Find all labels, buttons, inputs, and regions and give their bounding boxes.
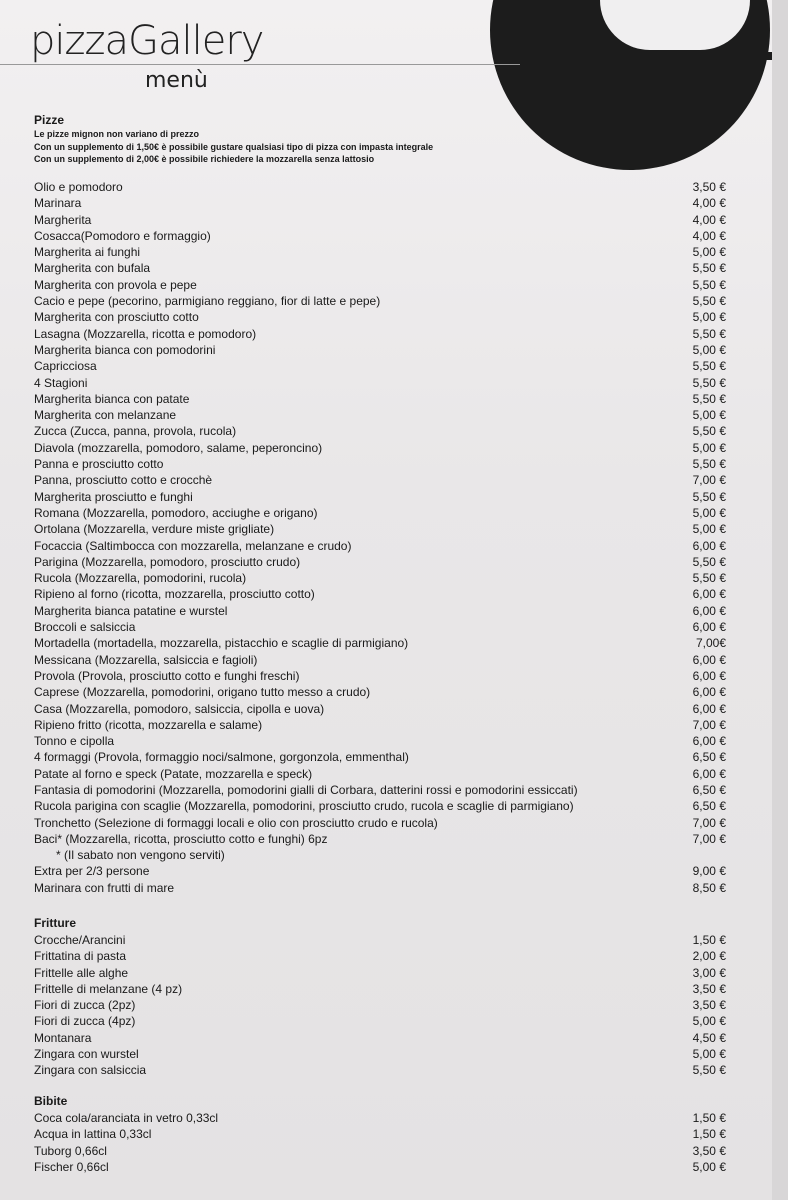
menu-item-name: Tuborg 0,66cl: [34, 1143, 107, 1158]
pizze-notes: [34, 128, 433, 166]
menu-item: [34, 782, 726, 798]
menu-item-name: Broccoli e salsiccia: [34, 620, 136, 635]
menu-item-name: Montanara: [34, 1030, 92, 1045]
menu-item-name: Margherita: [34, 212, 92, 227]
menu-item-name: Frittatina di pasta: [34, 949, 127, 964]
menu-item: [34, 1143, 726, 1159]
menu-item-name: Frittelle alle alghe: [34, 965, 129, 980]
menu-item-name: Acqua in lattina 0,33cl: [34, 1127, 152, 1142]
menu-item-name: Lasagna (Mozzarella, ricotta e pomodoro): [34, 326, 257, 341]
menu-item-price: 5,00 €: [692, 408, 726, 423]
menu-item-price: 7,00 €: [692, 717, 726, 732]
menu-item-name: Cosacca(Pomodoro e formaggio): [34, 228, 211, 243]
menu-item: [34, 815, 726, 831]
menu-item-price: 5,50 €: [692, 489, 726, 504]
menu-item-name: Ripieno fritto (ricotta, mozzarella e salame): [34, 717, 263, 732]
menu-item-price: 6,00 €: [692, 766, 726, 781]
menu-item: [34, 981, 726, 997]
bibite-list: [34, 1110, 726, 1175]
menu-item-price: 4,00 €: [692, 212, 726, 227]
menu-item: [34, 472, 726, 488]
menu-item: [34, 375, 726, 391]
menu-item: [34, 766, 726, 782]
menu-item-name: Panna e prosciutto cotto: [34, 457, 164, 472]
menu-item-name: Baci* (Mozzarella, ricotta, prosciutto cotto e funghi) 6pz: [34, 831, 328, 846]
menu-item: [34, 228, 726, 244]
menu-item: [34, 1110, 726, 1126]
pizze-note: Con un supplemento di 2,00€ è possibile richiedere la mozzarella senza lattosio: [34, 154, 375, 164]
menu-item-price: 3,50 €: [692, 981, 726, 996]
menu-item: [34, 342, 726, 358]
menu-item-price: 5,00 €: [692, 1014, 726, 1029]
menu-item: [34, 212, 726, 228]
menu-item-price: 5,00 €: [692, 1159, 726, 1174]
menu-item-price: 5,50 €: [692, 277, 726, 292]
menu-item-price: 6,00 €: [692, 734, 726, 749]
section-title-bibite: Bibite: [34, 1094, 68, 1108]
menu-item-name: Fischer 0,66cl: [34, 1159, 109, 1174]
menu-item-name: Messicana (Mozzarella, salsiccia e fagioli): [34, 652, 258, 667]
menu-item-price: 5,50 €: [692, 294, 726, 309]
menu-item: [34, 863, 726, 879]
menu-item: [34, 570, 726, 586]
menu-item: [34, 948, 726, 964]
menu-item: [34, 358, 726, 374]
menu-item-price: 4,00 €: [692, 228, 726, 243]
menu-item-price: 5,00 €: [692, 245, 726, 260]
menu-item: [34, 798, 726, 814]
menu-item-name: Parigina (Mozzarella, pomodoro, prosciutto crudo): [34, 554, 301, 569]
menu-item-price: 5,50 €: [692, 326, 726, 341]
menu-item-price: 5,50 €: [692, 359, 726, 374]
menu-item-price: 2,00 €: [692, 949, 726, 964]
menu-item-name: Margherita bianca patatine e wurstel: [34, 603, 228, 618]
menu-item-name: 4 Stagioni: [34, 375, 88, 390]
menu-item-price: 6,00 €: [692, 668, 726, 683]
menu-item-name: Caprese (Mozzarella, pomodorini, origano tutto messo a crudo): [34, 685, 371, 700]
menu-item-price: 7,00€: [695, 636, 726, 651]
menu-item-price: 5,50 €: [692, 375, 726, 390]
menu-item-price: 6,00 €: [692, 538, 726, 553]
menu-item: [34, 391, 726, 407]
menu-item-price: 3,50 €: [692, 998, 726, 1013]
menu-item: [34, 603, 726, 619]
menu-item: [34, 880, 726, 896]
menu-item-price: 5,00 €: [692, 440, 726, 455]
menu-item-name: Ortolana (Mozzarella, verdure miste grigliate): [34, 522, 275, 537]
menu-item: [34, 456, 726, 472]
menu-item-price: 5,00 €: [692, 1047, 726, 1062]
menu-item-price: 5,00 €: [692, 342, 726, 357]
menu-item-name: Fiori di zucca (2pz): [34, 998, 136, 1013]
menu-item-name: Tonno e cipolla: [34, 734, 115, 749]
pizze-note: Le pizze mignon non variano di prezzo: [34, 129, 200, 139]
logo-mark-bar: [575, 52, 775, 60]
menu-item: [34, 668, 726, 684]
menu-item-price: 5,50 €: [692, 554, 726, 569]
menu-item-price: 6,00 €: [692, 652, 726, 667]
menu-item: [34, 489, 726, 505]
menu-item-name: Olio e pomodoro: [34, 180, 123, 194]
menu-item-price: 5,50 €: [692, 424, 726, 439]
menu-item-name: Margherita con melanzane: [34, 408, 177, 423]
menu-item-name: Mortadella (mortadella, mozzarella, pistacchio e scaglie di parmigiano): [34, 636, 409, 651]
menu-item: [34, 717, 726, 733]
menu-item-name: Margherita prosciutto e funghi: [34, 489, 193, 504]
menu-item-name: Margherita bianca con patate: [34, 391, 190, 406]
menu-item-name: Rucola parigina con scaglie (Mozzarella, pomodorini, prosciutto crudo, rucola e scaglie di parmigiano): [34, 799, 574, 814]
menu-item: [34, 1013, 726, 1029]
menu-item-price: 6,00 €: [692, 620, 726, 635]
menu-item-name: Margherita ai funghi: [34, 245, 141, 260]
menu-item: [34, 1030, 726, 1046]
menu-item: [34, 749, 726, 765]
menu-item-price: 4,50 €: [692, 1030, 726, 1045]
menu-item-name: Patate al forno e speck (Patate, mozzarella e speck): [34, 766, 313, 781]
menu-item: [34, 326, 726, 342]
fritture-list: [34, 932, 726, 1079]
menu-item-name: Frittelle di melanzane (4 pz): [34, 981, 183, 996]
menu-item-name: Capricciosa: [34, 359, 97, 374]
menu-item-price: 3,50 €: [692, 180, 726, 194]
menu-item: [34, 847, 726, 863]
menu-item-name: 4 formaggi (Provola, formaggio noci/salmone, gorgonzola, emmenthal): [34, 750, 409, 765]
section-title-fritture: Fritture: [34, 916, 76, 930]
menu-item-price: 6,50 €: [692, 782, 726, 797]
menu-item-price: 7,00 €: [692, 473, 726, 488]
menu-item: [34, 733, 726, 749]
menu-item-price: 6,00 €: [692, 587, 726, 602]
restaurant-title: pizzaGallery: [30, 18, 264, 64]
menu-item-name: Focaccia (Saltimbocca con mozzarella, melanzane e crudo): [34, 538, 352, 553]
menu-item-name: Zucca (Zucca, panna, provola, rucola): [34, 424, 237, 439]
menu-item: [34, 1046, 726, 1062]
menu-item: [34, 932, 726, 948]
menu-item-name: Extra per 2/3 persone: [34, 864, 150, 879]
menu-item: [34, 260, 726, 276]
menu-item: [34, 440, 726, 456]
menu-item-name: Marinara: [34, 196, 82, 211]
menu-item-price: 1,50 €: [692, 1127, 726, 1142]
menu-item-name: Ripieno al forno (ricotta, mozzarella, prosciutto cotto): [34, 587, 315, 602]
menu-item-price: 9,00 €: [692, 864, 726, 879]
menu-item-name: Crocche/Arancini: [34, 933, 126, 947]
menu-item-price: 7,00 €: [692, 831, 726, 846]
menu-item-name: * (Il sabato non vengono serviti): [56, 848, 225, 863]
menu-item-name: Romana (Mozzarella, pomodoro, acciughe e origano): [34, 505, 318, 520]
menu-item-price: 3,50 €: [692, 1143, 726, 1158]
menu-item-price: 5,50 €: [692, 261, 726, 276]
menu-item: [34, 684, 726, 700]
menu-item-name: Diavola (mozzarella, pomodoro, salame, peperoncino): [34, 440, 323, 455]
menu-item-price: 1,50 €: [692, 1111, 726, 1125]
menu-item-price: 3,00 €: [692, 965, 726, 980]
menu-item: [34, 521, 726, 537]
menu-item-name: Casa (Mozzarella, pomodoro, salsiccia, cipolla e uova): [34, 701, 325, 716]
menu-item-name: Marinara con frutti di mare: [34, 880, 175, 895]
menu-item-name: Fantasia di pomodorini (Mozzarella, pomodorini gialli di Corbara, datterini rossi e pomodorini essiccati): [34, 782, 578, 797]
menu-item: [34, 538, 726, 554]
menu-item: [34, 407, 726, 423]
menu-item-name: Tronchetto (Selezione di formaggi locali e olio con prosciutto crudo e rucola): [34, 815, 438, 830]
menu-item-name: Coca cola/aranciata in vetro 0,33cl: [34, 1111, 219, 1125]
menu-item-price: 4,00 €: [692, 196, 726, 211]
menu-item: [34, 997, 726, 1013]
menu-item: [34, 701, 726, 717]
section-title-pizze: Pizze: [34, 113, 65, 127]
menu-item-name: Margherita bianca con pomodorini: [34, 342, 216, 357]
page-edge: [772, 0, 788, 1200]
menu-item-price: 6,00 €: [692, 685, 726, 700]
menu-item: [34, 635, 726, 651]
menu-item: [34, 179, 726, 195]
menu-item-name: Fiori di zucca (4pz): [34, 1014, 136, 1029]
menu-item-name: Zingara con salsiccia: [34, 1063, 147, 1078]
menu-item-price: 1,50 €: [692, 933, 726, 947]
menu-item-price: 5,50 €: [692, 571, 726, 586]
menu-item-price: 5,00 €: [692, 505, 726, 520]
menu-item-price: 5,50 €: [692, 1063, 726, 1078]
menu-subtitle: menù: [145, 68, 208, 93]
menu-item-name: Provola (Provola, prosciutto cotto e funghi freschi): [34, 668, 300, 683]
menu-item-price: 6,00 €: [692, 603, 726, 618]
menu-item: [34, 831, 726, 847]
menu-item-price: 7,00 €: [692, 815, 726, 830]
menu-item: [34, 1126, 726, 1142]
pizze-list: [34, 179, 726, 896]
menu-item: [34, 554, 726, 570]
menu-item-name: Zingara con wurstel: [34, 1047, 139, 1062]
menu-item-price: 6,50 €: [692, 799, 726, 814]
menu-item-price: 8,50 €: [692, 880, 726, 895]
menu-item-name: Margherita con prosciutto cotto: [34, 310, 199, 325]
menu-item: [34, 277, 726, 293]
menu-item: [34, 965, 726, 981]
menu-item: [34, 619, 726, 635]
menu-item-price: 5,50 €: [692, 457, 726, 472]
menu-item: [34, 244, 726, 260]
menu-item: [34, 1062, 726, 1078]
menu-item-name: Margherita con provola e pepe: [34, 277, 197, 292]
menu-item-price: 5,00 €: [692, 522, 726, 537]
menu-item-price: 5,50 €: [692, 391, 726, 406]
menu-item-price: 6,00 €: [692, 701, 726, 716]
menu-item-name: Margherita con bufala: [34, 261, 151, 276]
menu-item: [34, 1159, 726, 1175]
menu-item: [34, 652, 726, 668]
menu-item-name: Panna, prosciutto cotto e crocchè: [34, 473, 213, 488]
menu-item-name: Cacio e pepe (pecorino, parmigiano reggiano, fior di latte e pepe): [34, 294, 381, 309]
menu-item: [34, 293, 726, 309]
menu-item: [34, 505, 726, 521]
menu-item-price: 6,50 €: [692, 750, 726, 765]
menu-item: [34, 586, 726, 602]
menu-item: [34, 309, 726, 325]
menu-item: [34, 423, 726, 439]
menu-item: [34, 195, 726, 211]
menu-item-name: Rucola (Mozzarella, pomodorini, rucola): [34, 571, 247, 586]
pizze-note: Con un supplemento di 1,50€ è possibile gustare qualsiasi tipo di pizza con impasta integrale: [34, 141, 434, 152]
menu-item-price: 5,00 €: [692, 310, 726, 325]
title-divider: [0, 64, 520, 65]
